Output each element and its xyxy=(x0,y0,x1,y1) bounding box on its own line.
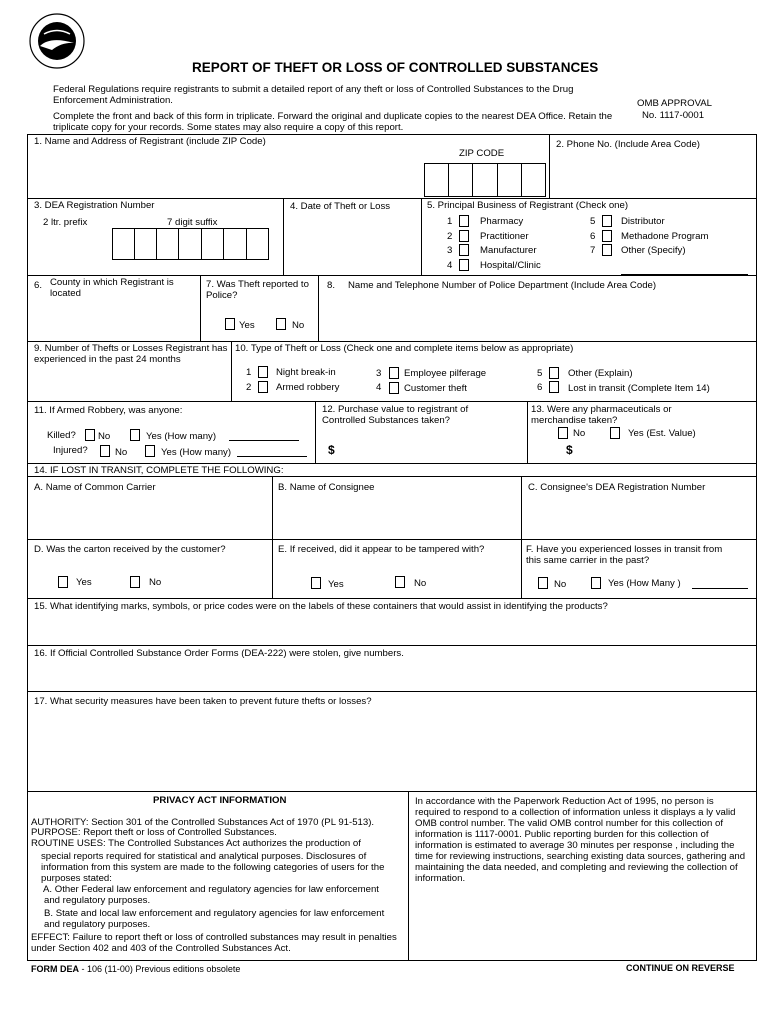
checkbox-night-break-in[interactable] xyxy=(258,366,268,378)
option-label: Other (Explain) xyxy=(568,368,633,379)
field-6-label: County in which Registrant is located xyxy=(50,277,174,299)
option-label: No xyxy=(414,578,427,589)
privacy-item-b: B. State and local law enforcement and regulatory agencies for law enforcement and regulatory purposes. xyxy=(44,908,385,930)
option-label: Methadone Program xyxy=(621,231,709,242)
option-num: 2 xyxy=(447,231,453,242)
privacy-effect: EFFECT: Failure to report theft or loss of controlled substances may result in penalties under Section 402 and 403 of the Controlled Substances Act. xyxy=(31,932,397,954)
page-title: REPORT OF THEFT OR LOSS OF CONTROLLED SUBSTANCES xyxy=(192,60,599,75)
checkbox-employee-pilferage[interactable] xyxy=(389,367,399,379)
option-label: Other (Specify) xyxy=(621,245,686,256)
option-label: No xyxy=(292,320,305,331)
carrier-losses-count-line[interactable] xyxy=(692,588,748,589)
option-label: No xyxy=(554,579,567,590)
field-6-num: 6. xyxy=(34,280,43,291)
field-14d-label: D. Was the carton received by the customer? xyxy=(34,544,226,555)
checkbox-manufacturer[interactable] xyxy=(459,244,469,256)
field-15-label: 15. What identifying marks, symbols, or price codes were on the labels of these containers that would assist in identifying the products? xyxy=(34,601,608,612)
checkbox-killed-no[interactable] xyxy=(85,429,95,441)
checkbox-lost-in-transit[interactable] xyxy=(549,381,559,393)
option-num: 3 xyxy=(376,368,382,379)
checkbox-hospital-clinic[interactable] xyxy=(459,259,469,271)
field-4-label: 4. Date of Theft or Loss xyxy=(290,201,391,212)
checkbox-methadone-program[interactable] xyxy=(602,230,612,242)
option-label: Practitioner xyxy=(480,231,529,242)
privacy-routine-uses-detail: special reports required for statistical and analytical purposes. Disclosures of information from this system are made to the following categories of users for the purposes stated: xyxy=(41,851,385,884)
checkbox-practitioner[interactable] xyxy=(459,230,469,242)
option-label: Manufacturer xyxy=(480,245,537,256)
field-7-label: 7. Was Theft reported to Police? xyxy=(206,279,309,301)
option-num: 6 xyxy=(590,231,596,242)
phone-number-field[interactable] xyxy=(550,151,755,198)
option-label: Pharmacy xyxy=(480,216,524,227)
security-measures-field[interactable] xyxy=(28,708,755,790)
checkbox-other[interactable] xyxy=(602,244,612,256)
checkbox-carton-yes[interactable] xyxy=(58,576,68,588)
option-num: 2 xyxy=(246,382,252,393)
option-label: Distributor xyxy=(621,216,665,227)
option-label: Armed robbery xyxy=(276,382,340,393)
zip-code-boxes[interactable] xyxy=(424,163,546,197)
option-num: 3 xyxy=(447,245,453,256)
option-label: No xyxy=(573,428,586,439)
field-3-label: 3. DEA Registration Number xyxy=(34,200,155,211)
option-num: 6 xyxy=(537,382,543,393)
privacy-purpose: PURPOSE: Report theft or loss of Controlled Substances. xyxy=(31,827,277,838)
option-label: Yes (How many) xyxy=(146,431,217,442)
option-label: Yes xyxy=(239,320,255,331)
option-label: Night break-in xyxy=(276,367,336,378)
date-of-theft-field[interactable] xyxy=(284,213,420,273)
option-label: No xyxy=(149,577,162,588)
option-label: Yes xyxy=(328,579,344,590)
form-edition-label: - 106 (11-00) Previous editions obsolete xyxy=(79,964,241,974)
option-label: Yes (How Many ) xyxy=(608,578,681,589)
field-12-label: 12. Purchase value to registrant of Controlled Substances taken? xyxy=(322,404,469,426)
privacy-routine-uses: ROUTINE USES: The Controlled Substances Act authorizes the production of xyxy=(31,838,361,849)
checkbox-other-explain[interactable] xyxy=(549,367,559,379)
killed-how-many-line[interactable] xyxy=(229,440,299,441)
order-form-numbers-field[interactable] xyxy=(28,660,755,690)
field-14-label: 14. IF LOST IN TRANSIT, COMPLETE THE FOLLOWING: xyxy=(34,465,284,476)
option-num: 7 xyxy=(590,245,596,256)
privacy-authority: AUTHORITY: Section 301 of the Controlled Substances Act of 1970 (PL 91-513). xyxy=(31,817,375,828)
option-label: Hospital/Clinic xyxy=(480,260,541,271)
zip-code-label: ZIP CODE xyxy=(459,148,505,159)
field-2-label: 2. Phone No. (Include Area Code) xyxy=(556,139,700,150)
field-10-label: 10. Type of Theft or Loss (Check one and complete items below as appropriate) xyxy=(235,343,574,354)
field-13-label: 13. Were any pharmaceuticals or merchandise taken? xyxy=(531,404,672,426)
merchandise-value-dollar[interactable]: $ xyxy=(566,443,573,457)
field-14a-label: A. Name of Common Carrier xyxy=(34,482,156,493)
option-num: 1 xyxy=(246,367,252,378)
option-label: Yes (Est. Value) xyxy=(628,428,696,439)
option-label: Yes xyxy=(76,577,92,588)
option-label: No xyxy=(98,431,111,442)
option-num: 1 xyxy=(447,216,453,227)
field-9-label: 9. Number of Thefts or Losses Registrant has experienced in the past 24 months xyxy=(34,343,228,365)
injured-how-many-line[interactable] xyxy=(237,456,307,457)
option-label: No xyxy=(115,447,128,458)
checkbox-carrier-losses-no[interactable] xyxy=(538,577,548,589)
field-17-label: 17. What security measures have been taken to prevent future thefts or losses? xyxy=(34,696,372,707)
checkbox-police-yes[interactable] xyxy=(225,318,235,330)
field-14b-label: B. Name of Consignee xyxy=(278,482,375,493)
option-label: Lost in transit (Complete Item 14) xyxy=(568,383,710,394)
field-14f-label: F. Have you experienced losses in transit from this same carrier in the past? xyxy=(526,544,723,566)
checkbox-armed-robbery[interactable] xyxy=(258,381,268,393)
continue-on-reverse: CONTINUE ON REVERSE xyxy=(626,963,735,973)
field-8-num: 8. xyxy=(327,280,336,291)
omb-approval: OMB APPROVAL xyxy=(637,98,712,109)
field-8-label: Name and Telephone Number of Police Department (Include Area Code) xyxy=(348,280,657,291)
field-14e-label: E. If received, did it appear to be tampered with? xyxy=(278,544,485,555)
checkbox-injured-no[interactable] xyxy=(100,445,110,457)
omb-number: No. 1117-0001 xyxy=(642,110,705,121)
checkbox-killed-yes[interactable] xyxy=(130,429,140,441)
field-11-label: 11. If Armed Robbery, was anyone: xyxy=(34,405,183,416)
option-num: 5 xyxy=(590,216,596,227)
field-16-label: 16. If Official Controlled Substance Order Forms (DEA-222) were stolen, give numbers. xyxy=(34,648,404,659)
checkbox-merchandise-no[interactable] xyxy=(558,427,568,439)
option-num: 5 xyxy=(537,368,543,379)
form-dea-label: FORM DEA xyxy=(31,964,79,974)
checkbox-merchandise-yes[interactable] xyxy=(610,427,620,439)
field-1-label: 1. Name and Address of Registrant (include ZIP Code) xyxy=(34,136,266,147)
form-number xyxy=(31,964,240,975)
checkbox-tampered-yes[interactable] xyxy=(311,577,321,589)
intro-text-2: Complete the front and back of this form in triplicate. Forward the original and duplicate copies to the nearest DEA Office. Retain the triplicate copy for your records. Some states may also require a copy of this report. xyxy=(53,111,613,133)
field-14c-label: C. Consignee's DEA Registration Number xyxy=(528,482,706,493)
checkbox-police-no[interactable] xyxy=(276,318,286,330)
checkbox-carton-no[interactable] xyxy=(130,576,140,588)
dea-prefix-label: 2 ltr. prefix xyxy=(43,217,88,228)
checkbox-customer-theft[interactable] xyxy=(389,382,399,394)
option-label: Customer theft xyxy=(404,383,467,394)
paperwork-reduction-notice: In accordance with the Paperwork Reduction Act of 1995, no person is required to respond to a collection of information unless it displays a ly valid OMB control number. The valid OMB control number for this collection of information is 1117-0001. Public reporting burden for this collection of information is estimated to average 30 minutes per response , including the time for reviewing instructions, searching existing data sources, gathering and maintaining the data needed, and completing and reviewing the collection of information. xyxy=(415,796,746,884)
checkbox-carrier-losses-yes[interactable] xyxy=(591,577,601,589)
purchase-value-dollar[interactable]: $ xyxy=(328,443,335,457)
option-label: Yes (How many) xyxy=(161,447,232,458)
checkbox-distributor[interactable] xyxy=(602,215,612,227)
field-5-label: 5. Principal Business of Registrant (Check one) xyxy=(427,200,629,211)
injured-label: Injured? xyxy=(53,445,88,456)
killed-label: Killed? xyxy=(47,430,76,441)
checkbox-pharmacy[interactable] xyxy=(459,215,469,227)
intro-text-1: Federal Regulations require registrants to submit a detailed report of any theft or loss of Controlled Substances to the Drug Enforcement Administration. xyxy=(53,84,574,106)
dea-suffix-label: 7 digit suffix xyxy=(167,217,218,228)
option-label: Employee pilferage xyxy=(404,368,487,379)
checkbox-tampered-no[interactable] xyxy=(395,576,405,588)
option-num: 4 xyxy=(376,382,382,393)
identifying-marks-field[interactable] xyxy=(28,613,755,644)
privacy-item-a: A. Other Federal law enforcement and regulatory agencies for law enforcement and regulatory purposes. xyxy=(43,884,379,906)
dea-seal xyxy=(28,12,86,70)
checkbox-injured-yes[interactable] xyxy=(145,445,155,457)
option-num: 4 xyxy=(447,260,453,271)
privacy-act-title: PRIVACY ACT INFORMATION xyxy=(153,795,287,806)
